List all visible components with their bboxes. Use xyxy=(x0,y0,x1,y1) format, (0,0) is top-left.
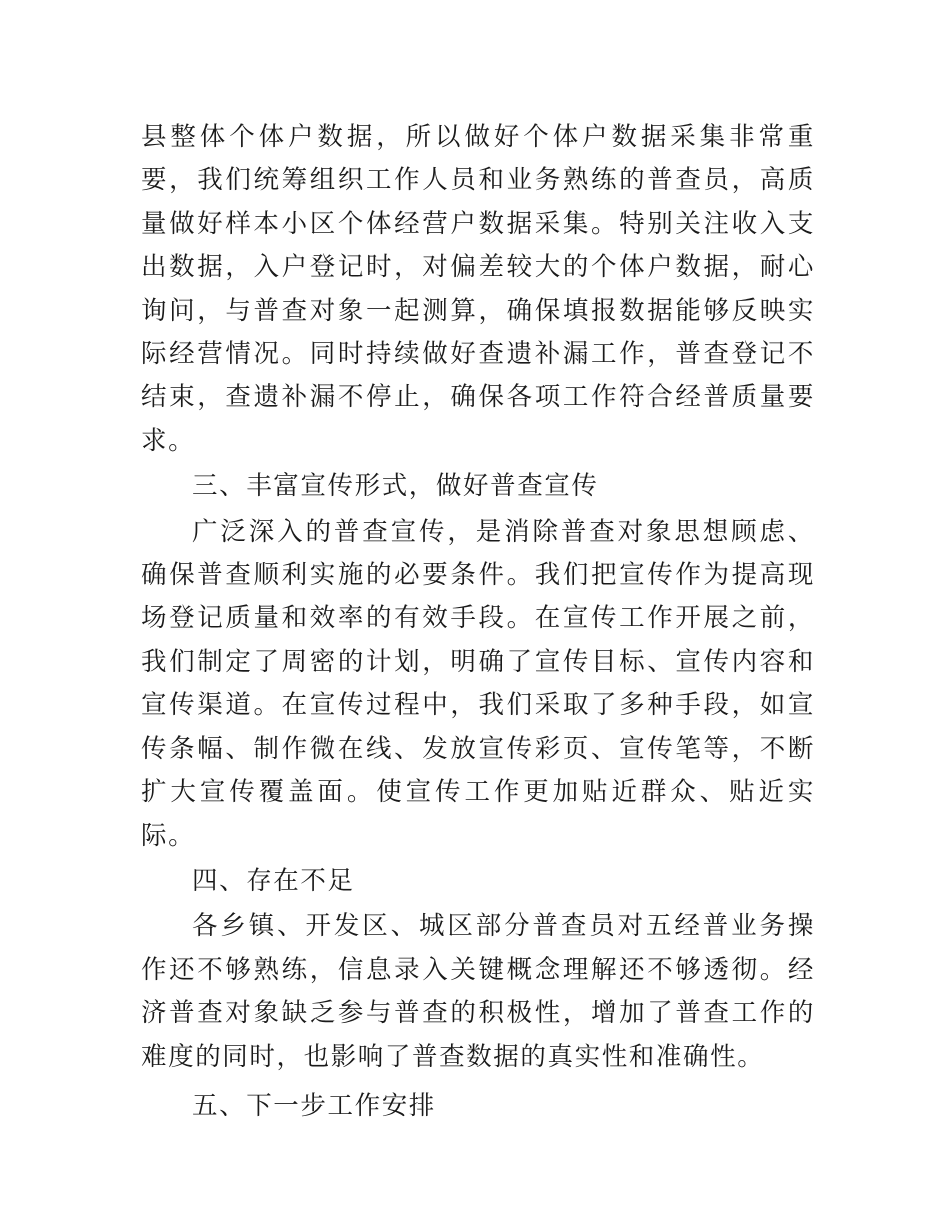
section-heading-5: 五、下一步工作安排 xyxy=(192,1090,436,1121)
paragraph-continued: 县整体个体户数据，所以做好个体户数据采集非常重要，我们统筹组织工作人员和业务熟练的普查员，高质量做好样本小区个体经营户数据采集。特别关注收入支出数据，入户登记时，对偏差较大的个体户数据，耐心询问，与普查对象一起测算，确保填报数据能够反映实际经营情况。同时持续做好查遗补漏工作，普查登记不结束，查遗补漏不停止，确保各项工作符合经普质量要求。 xyxy=(141,122,815,456)
section-heading-3: 三、丰富宣传形式，做好普查宣传 xyxy=(192,471,599,502)
paragraph-publicity: 广泛深入的普查宣传，是消除普查对象思想顾虑、确保普查顺利实施的必要条件。我们把宣传作为提高现场登记质量和效率的有效手段。在宣传工作开展之前，我们制定了周密的计划，明确了宣传目标、宣传内容和宣传渠道。在宣传过程中，我们采取了多种手段，如宣传条幅、制作微在线、发放宣传彩页、宣传笔等，不断扩大宣传覆盖面。使宣传工作更加贴近群众、贴近实际。 xyxy=(141,516,815,851)
paragraph-shortcomings: 各乡镇、开发区、城区部分普查员对五经普业务操作还不够熟练，信息录入关键概念理解还不够透彻。经济普查对象缺乏参与普查的积极性，增加了普查工作的难度的同时，也影响了普查数据的真实性和准确性。 xyxy=(141,911,815,1072)
document-body xyxy=(141,116,815,1128)
section-heading-4: 四、存在不足 xyxy=(192,865,355,896)
